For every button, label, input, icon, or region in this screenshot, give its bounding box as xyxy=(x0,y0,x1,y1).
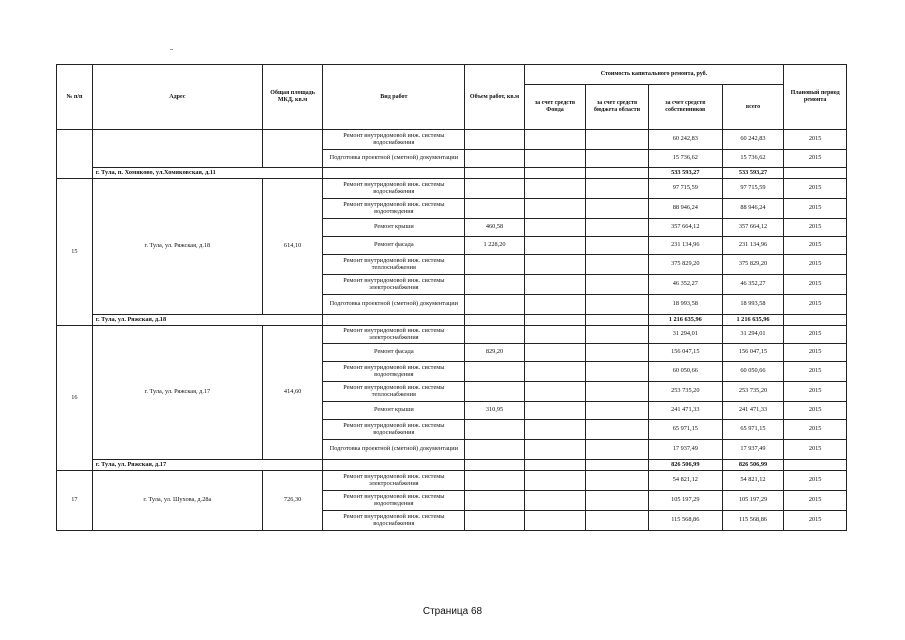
cell-fund xyxy=(524,237,586,255)
cell-volume xyxy=(465,491,524,511)
cell-num xyxy=(57,130,93,179)
table-row xyxy=(57,471,847,491)
cell-budget xyxy=(586,402,649,420)
cell-fund xyxy=(524,440,586,460)
cell-work-type: Ремонт внутридомовой инж. системы водоснабжения xyxy=(323,511,465,531)
subtotal-address: г. Тула, п. Хомяково, ул.Хомяковская, д.11 xyxy=(92,168,323,179)
cell-num: 16 xyxy=(57,326,93,471)
cell-period: 2015 xyxy=(784,150,847,168)
cell-area: 414,60 xyxy=(262,326,322,460)
cell-owners: 31 294,01 xyxy=(648,326,722,344)
cell-period: 2015 xyxy=(784,295,847,315)
cell-total: 60 050,66 xyxy=(722,362,784,382)
cell-period: 2015 xyxy=(784,130,847,150)
cell-total: 60 242,83 xyxy=(722,130,784,150)
cell-fund xyxy=(524,275,586,295)
cell-volume xyxy=(465,440,524,460)
subtotal-row xyxy=(57,460,847,471)
cell-volume xyxy=(465,382,524,402)
cell-owners: 46 352,27 xyxy=(648,275,722,295)
cell-fund xyxy=(524,179,586,199)
cell-period: 2015 xyxy=(784,491,847,511)
subtotal-period xyxy=(784,168,847,179)
cell-volume xyxy=(465,420,524,440)
cell-work-type: Ремонт внутридомовой инж. системы теплоснабжения xyxy=(323,255,465,275)
cell-work-type: Ремонт внутридомовой инж. системы электроснабжения xyxy=(323,326,465,344)
cell-total: 156 047,15 xyxy=(722,344,784,362)
cell-budget xyxy=(586,255,649,275)
cell-period: 2015 xyxy=(784,275,847,295)
cell-work-type: Ремонт фасада xyxy=(323,237,465,255)
subtotal-row xyxy=(57,315,847,326)
cell-total: 231 134,96 xyxy=(722,237,784,255)
cell-period: 2015 xyxy=(784,179,847,199)
cell-budget xyxy=(586,237,649,255)
cell-volume xyxy=(465,179,524,199)
subtotal-work xyxy=(323,460,465,471)
subtotal-budget xyxy=(586,315,649,326)
cell-total: 88 946,24 xyxy=(722,199,784,219)
cell-volume xyxy=(465,295,524,315)
subtotal-fund xyxy=(524,315,586,326)
cell-period: 2015 xyxy=(784,326,847,344)
cell-owners: 97 715,59 xyxy=(648,179,722,199)
cell-work-type: Ремонт внутридомовой инж. системы водоснабжения xyxy=(323,420,465,440)
cell-total: 97 715,59 xyxy=(722,179,784,199)
cell-num: 17 xyxy=(57,471,93,531)
cell-budget xyxy=(586,199,649,219)
cell-total: 253 735,20 xyxy=(722,382,784,402)
table-row xyxy=(57,326,847,344)
subtotal-budget xyxy=(586,460,649,471)
page-number: Страница 68 xyxy=(422,606,483,617)
cell-period: 2015 xyxy=(784,402,847,420)
cell-work-type: Подготовка проектной (сметной) документации xyxy=(323,440,465,460)
scan-mark xyxy=(170,49,173,50)
cell-period: 2015 xyxy=(784,511,847,531)
cell-fund xyxy=(524,255,586,275)
cell-total: 357 664,12 xyxy=(722,219,784,237)
cell-budget xyxy=(586,179,649,199)
subtotal-address: г. Тула, ул. Ряжская, д.18 xyxy=(92,315,323,326)
cell-period: 2015 xyxy=(784,420,847,440)
cell-area: 726,30 xyxy=(262,471,322,531)
cell-fund xyxy=(524,362,586,382)
cell-fund xyxy=(524,344,586,362)
cell-volume xyxy=(465,275,524,295)
cell-period: 2015 xyxy=(784,382,847,402)
cell-volume: 310,95 xyxy=(465,402,524,420)
header-address: Адрес xyxy=(92,65,262,130)
cell-address: г. Тула, ул. Ряжская, д.18 xyxy=(92,179,262,315)
cell-address: г. Тула, ул. Шухова, д.28а xyxy=(92,471,262,531)
cell-work-type: Ремонт внутридомовой инж. системы водоотведения xyxy=(323,491,465,511)
cell-budget xyxy=(586,491,649,511)
cell-owners: 156 047,15 xyxy=(648,344,722,362)
cell-work-type: Ремонт внутридомовой инж. системы водоснабжения xyxy=(323,130,465,150)
cell-period: 2015 xyxy=(784,344,847,362)
header-cost-group: Стоимость капитального ремонта, руб. xyxy=(524,65,784,85)
subtotal-budget xyxy=(586,168,649,179)
cell-total: 65 971,15 xyxy=(722,420,784,440)
cell-work-type: Ремонт внутридомовой инж. системы водоотведения xyxy=(323,199,465,219)
header-fund: за счет средств Фонда xyxy=(524,85,586,130)
cell-fund xyxy=(524,491,586,511)
cell-total: 375 829,20 xyxy=(722,255,784,275)
cell-work-type: Ремонт фасада xyxy=(323,344,465,362)
cell-owners: 54 821,12 xyxy=(648,471,722,491)
subtotal-volume xyxy=(465,315,524,326)
cell-volume xyxy=(465,150,524,168)
subtotal-period xyxy=(784,315,847,326)
subtotal-fund xyxy=(524,460,586,471)
cell-total: 241 471,33 xyxy=(722,402,784,420)
subtotal-total: 1 216 635,96 xyxy=(722,315,784,326)
cell-budget xyxy=(586,219,649,237)
subtotal-work xyxy=(323,168,465,179)
cell-fund xyxy=(524,130,586,150)
cell-total: 46 352,27 xyxy=(722,275,784,295)
cell-owners: 15 736,62 xyxy=(648,150,722,168)
cell-fund xyxy=(524,295,586,315)
header-period: Плановый период ремонта xyxy=(784,65,847,130)
subtotal-fund xyxy=(524,168,586,179)
cell-fund xyxy=(524,471,586,491)
subtotal-row xyxy=(57,168,847,179)
cell-total: 105 197,29 xyxy=(722,491,784,511)
cell-work-type: Подготовка проектной (сметной) документации xyxy=(323,150,465,168)
cell-volume: 829,20 xyxy=(465,344,524,362)
subtotal-period xyxy=(784,460,847,471)
capital-repair-table xyxy=(56,64,847,531)
subtotal-volume xyxy=(465,168,524,179)
header-total: всего xyxy=(722,85,784,130)
cell-budget xyxy=(586,275,649,295)
cell-volume xyxy=(465,255,524,275)
table-row xyxy=(57,130,847,150)
cell-budget xyxy=(586,382,649,402)
cell-period: 2015 xyxy=(784,471,847,491)
cell-fund xyxy=(524,199,586,219)
cell-total: 115 568,86 xyxy=(722,511,784,531)
cell-total: 15 736,62 xyxy=(722,150,784,168)
subtotal-work xyxy=(323,315,465,326)
cell-period: 2015 xyxy=(784,440,847,460)
cell-total: 31 294,01 xyxy=(722,326,784,344)
cell-area xyxy=(262,130,322,168)
header-budget: за счет средств бюджета области xyxy=(586,85,649,130)
cell-budget xyxy=(586,295,649,315)
cell-total: 54 821,12 xyxy=(722,471,784,491)
cell-volume xyxy=(465,326,524,344)
cell-total: 17 937,49 xyxy=(722,440,784,460)
header-volume: Объем работ, кв.м xyxy=(465,65,524,130)
cell-fund xyxy=(524,420,586,440)
cell-fund xyxy=(524,150,586,168)
cell-address: г. Тула, ул. Ряжская, д.17 xyxy=(92,326,262,460)
cell-period: 2015 xyxy=(784,219,847,237)
cell-owners: 105 197,29 xyxy=(648,491,722,511)
cell-owners: 357 664,12 xyxy=(648,219,722,237)
subtotal-owners: 826 506,99 xyxy=(648,460,722,471)
cell-fund xyxy=(524,511,586,531)
cell-budget xyxy=(586,511,649,531)
cell-budget xyxy=(586,362,649,382)
cell-volume xyxy=(465,362,524,382)
cell-work-type: Ремонт внутридомовой инж. системы водоотведения xyxy=(323,362,465,382)
subtotal-address: г. Тула, ул. Ряжская, д.17 xyxy=(92,460,323,471)
cell-volume: 460,58 xyxy=(465,219,524,237)
cell-owners: 88 946,24 xyxy=(648,199,722,219)
header-area: Общая площадь МКД, кв.м xyxy=(262,65,322,130)
cell-area: 614,10 xyxy=(262,179,322,315)
cell-budget xyxy=(586,471,649,491)
cell-budget xyxy=(586,440,649,460)
cell-num: 15 xyxy=(57,179,93,326)
cell-owners: 241 471,33 xyxy=(648,402,722,420)
cell-owners: 115 568,86 xyxy=(648,511,722,531)
cell-work-type: Ремонт крыши xyxy=(323,402,465,420)
cell-work-type: Ремонт внутридомовой инж. системы водоснабжения xyxy=(323,179,465,199)
header-work-type: Вид работ xyxy=(323,65,465,130)
cell-volume xyxy=(465,130,524,150)
cell-volume xyxy=(465,511,524,531)
table-row xyxy=(57,179,847,199)
cell-address xyxy=(92,130,262,168)
table-body xyxy=(57,130,847,531)
cell-period: 2015 xyxy=(784,255,847,275)
cell-fund xyxy=(524,219,586,237)
cell-period: 2015 xyxy=(784,199,847,219)
cell-owners: 60 242,83 xyxy=(648,130,722,150)
subtotal-total: 826 506,99 xyxy=(722,460,784,471)
cell-fund xyxy=(524,326,586,344)
cell-work-type: Подготовка проектной (сметной) документации xyxy=(323,295,465,315)
cell-volume: 1 228,20 xyxy=(465,237,524,255)
subtotal-owners: 533 593,27 xyxy=(648,168,722,179)
cell-period: 2015 xyxy=(784,237,847,255)
cell-fund xyxy=(524,382,586,402)
cell-period: 2015 xyxy=(784,362,847,382)
cell-budget xyxy=(586,150,649,168)
cell-owners: 65 971,15 xyxy=(648,420,722,440)
cell-total: 18 993,58 xyxy=(722,295,784,315)
cell-owners: 18 993,58 xyxy=(648,295,722,315)
cell-budget xyxy=(586,326,649,344)
cell-volume xyxy=(465,471,524,491)
subtotal-volume xyxy=(465,460,524,471)
cell-work-type: Ремонт внутридомовой инж. системы электроснабжения xyxy=(323,275,465,295)
cell-work-type: Ремонт внутридомовой инж. системы теплоснабжения xyxy=(323,382,465,402)
cell-budget xyxy=(586,130,649,150)
cell-owners: 231 134,96 xyxy=(648,237,722,255)
cell-budget xyxy=(586,344,649,362)
cell-owners: 60 050,66 xyxy=(648,362,722,382)
cell-owners: 17 937,49 xyxy=(648,440,722,460)
subtotal-total: 533 593,27 xyxy=(722,168,784,179)
header-owners: за счет средств собственников xyxy=(648,85,722,130)
cell-owners: 253 735,20 xyxy=(648,382,722,402)
cell-work-type: Ремонт крыши xyxy=(323,219,465,237)
cell-owners: 375 829,20 xyxy=(648,255,722,275)
header-num: № п/п xyxy=(57,65,93,130)
cell-budget xyxy=(586,420,649,440)
cell-work-type: Ремонт внутридомовой инж. системы электроснабжения xyxy=(323,471,465,491)
subtotal-owners: 1 216 635,96 xyxy=(648,315,722,326)
cell-volume xyxy=(465,199,524,219)
cell-fund xyxy=(524,402,586,420)
